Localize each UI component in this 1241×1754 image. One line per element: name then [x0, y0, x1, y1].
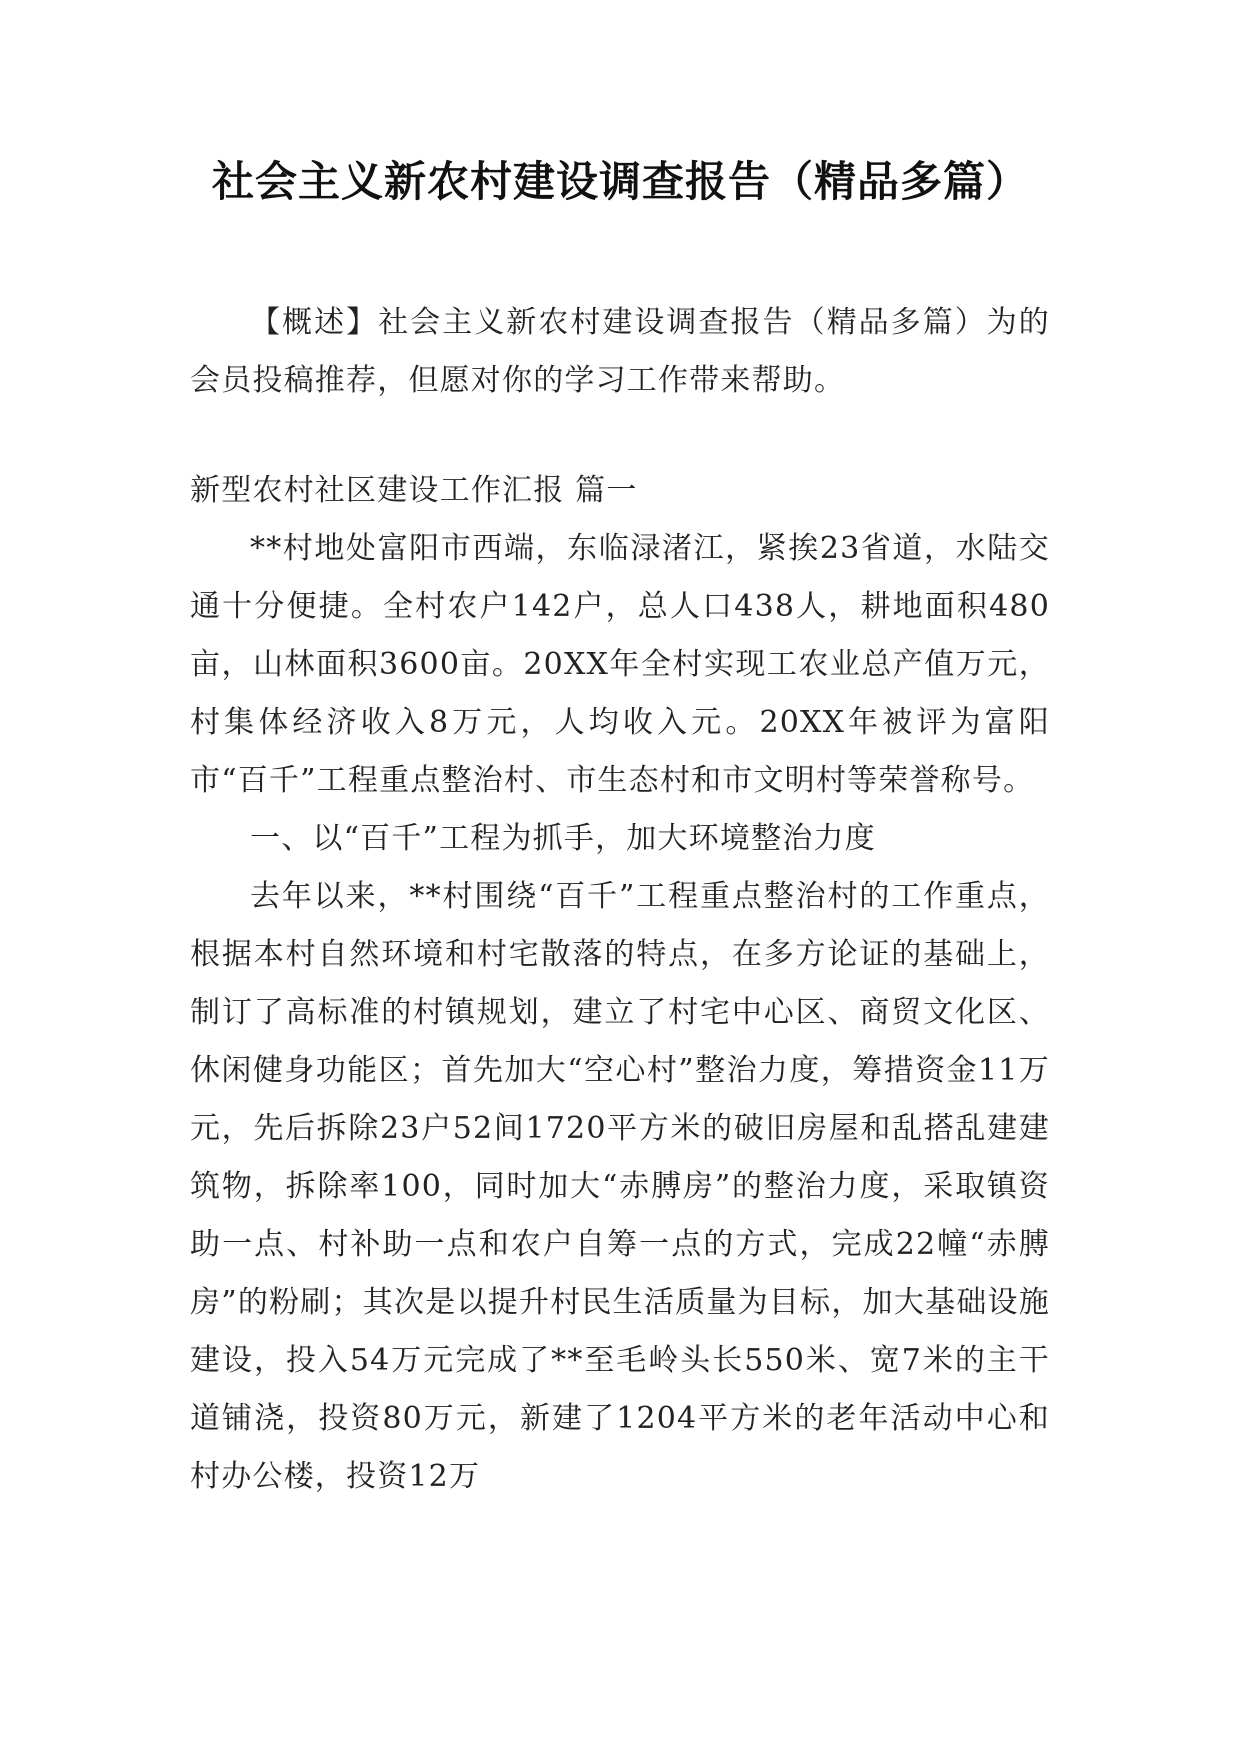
summary-paragraph: 【概述】社会主义新农村建设调查报告（精品多篇）为的会员投稿推荐，但愿对你的学习工作带来帮助。: [190, 305, 1050, 398]
paragraph-environment: 去年以来，**村围绕“百千”工程重点整治村的工作重点，根据本村自然环境和村宅散落的特点，在多方论证的基础上，制订了高标准的村镇规划，建立了村宅中心区、商贸文化区、休闲健身功能区；首先加大“空心村”整治力度，筹措资金11万元，先后拆除23户52间1720平方米的破旧房屋和乱搭乱建建筑物，拆除率100，同时加大“赤膊房”的整治力度，采取镇资助一点、村补助一点和农户自筹一点的方式，完成22幢“赤膊房”的粉刷；其次是以提升村民生活质量为目标，加大基础设施建设，投入54万元完成了**至毛岭头长550米、宽7米的主干道铺浇，投资80万元，新建了1204平方米的老年活动中心和村办公楼，投资12万: [190, 879, 1050, 1494]
subheading-one: 一、以“百千”工程为抓手，加大环境整治力度: [250, 821, 876, 856]
document-title: 社会主义新农村建设调查报告（精品多篇）: [211, 157, 1029, 206]
summary-block: [190, 294, 1050, 410]
article-body: [190, 462, 1050, 1506]
section-heading: 新型农村社区建设工作汇报 篇一: [190, 473, 638, 508]
paragraph-intro: **村地处富阳市西端，东临渌渚江，紧挨23省道，水陆交通十分便捷。全村农户142户，总人口438人，耕地面积480亩，山林面积3600亩。20XX年全村实现工农业总产值万元，村集体经济收入8万元，人均收入元。20XX年被评为富阳市“百千”工程重点整治村、市生态村和市文明村等荣誉称号。: [190, 531, 1050, 798]
